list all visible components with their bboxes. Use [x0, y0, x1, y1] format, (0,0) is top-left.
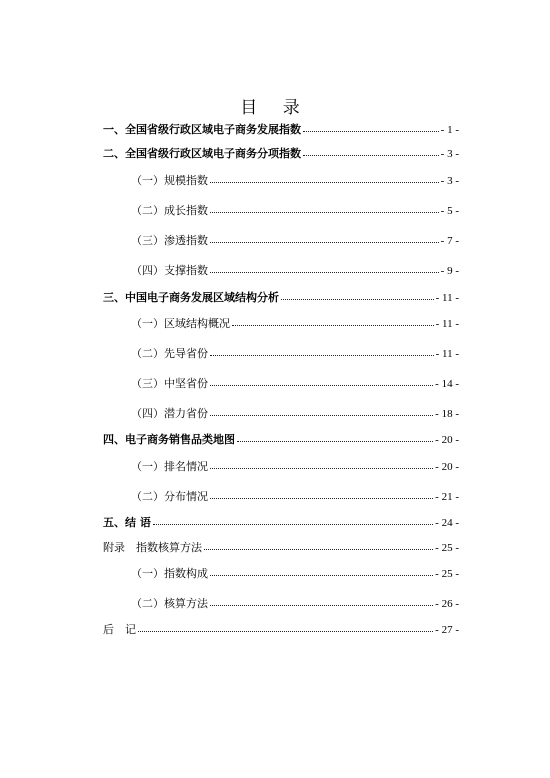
dot-leader: [210, 574, 433, 576]
toc-entry-label: （三）渗透指数: [131, 234, 208, 247]
toc-entry-label: 一、全国省级行政区域电子商务发展指数: [103, 123, 301, 136]
dot-leader: [210, 414, 433, 416]
toc-entry-label: （四）潜力省份: [131, 407, 208, 420]
toc-entry-page: - 11 -: [435, 292, 459, 304]
toc-entry-label: （二）分布情况: [131, 490, 208, 503]
toc-entry-page: - 18 -: [435, 408, 459, 420]
dot-leader: [237, 440, 433, 442]
toc-entry-section-3[interactable]: [103, 290, 459, 306]
toc-entry-section-2-4[interactable]: [131, 263, 459, 279]
toc-entry-label: （一）排名情况: [131, 460, 208, 473]
toc-entry-section-2-3[interactable]: [131, 233, 459, 249]
toc-entry-section-2-2[interactable]: [131, 203, 459, 219]
toc-entry-page: - 11 -: [435, 318, 459, 330]
toc-entry-page: - 3 -: [440, 175, 459, 187]
dot-leader: [210, 604, 433, 606]
toc-entry-section-3-3[interactable]: [131, 376, 459, 392]
toc-entry-label: （二）核算方法: [131, 597, 208, 610]
toc-entry-page: - 5 -: [440, 205, 459, 217]
toc-entry-appendix-2[interactable]: [131, 596, 459, 612]
dot-leader: [210, 497, 433, 499]
toc-entry-page: - 26 -: [435, 598, 459, 610]
toc-entry-page: - 24 -: [435, 517, 459, 529]
toc-entry-section-3-4[interactable]: [131, 406, 459, 422]
toc-entry-label: 四、电子商务销售品类地图: [103, 433, 235, 446]
toc-entry-section-4[interactable]: [103, 432, 459, 448]
toc-entry-label: 附录 指数核算方法: [103, 541, 202, 554]
toc-entry-section-4-1[interactable]: [131, 459, 459, 475]
toc-entry-label: 二、全国省级行政区域电子商务分项指数: [103, 147, 301, 160]
toc-entry-section-3-2[interactable]: [131, 346, 459, 362]
toc-entry-page: - 9 -: [440, 265, 459, 277]
dot-leader: [210, 181, 439, 183]
toc-entry-appendix[interactable]: [103, 540, 459, 556]
toc-title: 目 录: [240, 98, 310, 118]
toc-entry-page: - 1 -: [440, 124, 459, 136]
dot-leader: [232, 324, 434, 326]
dot-leader: [210, 467, 433, 469]
toc-entry-section-1[interactable]: [103, 122, 459, 138]
toc-entry-label: （一）区域结构概况: [131, 317, 230, 330]
dot-leader: [210, 271, 439, 273]
toc-entry-page: - 21 -: [435, 491, 459, 503]
toc-entry-label: （四）支撑指数: [131, 264, 208, 277]
toc-entry-page: - 25 -: [435, 568, 459, 580]
toc-entry-label: 三、中国电子商务发展区域结构分析: [103, 291, 279, 304]
dot-leader: [138, 630, 433, 632]
toc-entry-label: 后 记: [103, 623, 136, 636]
toc-entry-label: （三）中坚省份: [131, 377, 208, 390]
toc-entry-page: - 11 -: [435, 348, 459, 360]
dot-leader: [210, 354, 434, 356]
toc-entry-label: 五、结 语: [103, 516, 151, 529]
dot-leader: [204, 548, 433, 550]
toc-entry-page: - 25 -: [435, 542, 459, 554]
toc-entry-section-5[interactable]: [103, 515, 459, 531]
toc-entry-page: - 7 -: [440, 235, 459, 247]
toc-entry-label: （二）成长指数: [131, 204, 208, 217]
toc-entry-page: - 14 -: [435, 378, 459, 390]
toc-entry-page: - 20 -: [435, 461, 459, 473]
toc-entry-section-4-2[interactable]: [131, 489, 459, 505]
toc-entry-section-2-1[interactable]: [131, 173, 459, 189]
toc-entry-label: （一）规模指数: [131, 174, 208, 187]
toc-entry-page: - 3 -: [440, 148, 459, 160]
dot-leader: [303, 130, 439, 132]
toc-entry-label: （一）指数构成: [131, 567, 208, 580]
toc-entry-label: （二）先导省份: [131, 347, 208, 360]
toc-entry-section-2[interactable]: [103, 146, 459, 162]
toc-entry-postscript[interactable]: [103, 622, 459, 638]
dot-leader: [303, 154, 439, 156]
toc-entry-section-3-1[interactable]: [131, 316, 459, 332]
toc-entry-page: - 20 -: [435, 434, 459, 446]
toc-entry-appendix-1[interactable]: [131, 566, 459, 582]
dot-leader: [210, 384, 433, 386]
dot-leader: [210, 241, 439, 243]
dot-leader: [153, 523, 433, 525]
toc-entry-page: - 27 -: [435, 624, 459, 636]
dot-leader: [281, 298, 434, 300]
dot-leader: [210, 211, 439, 213]
